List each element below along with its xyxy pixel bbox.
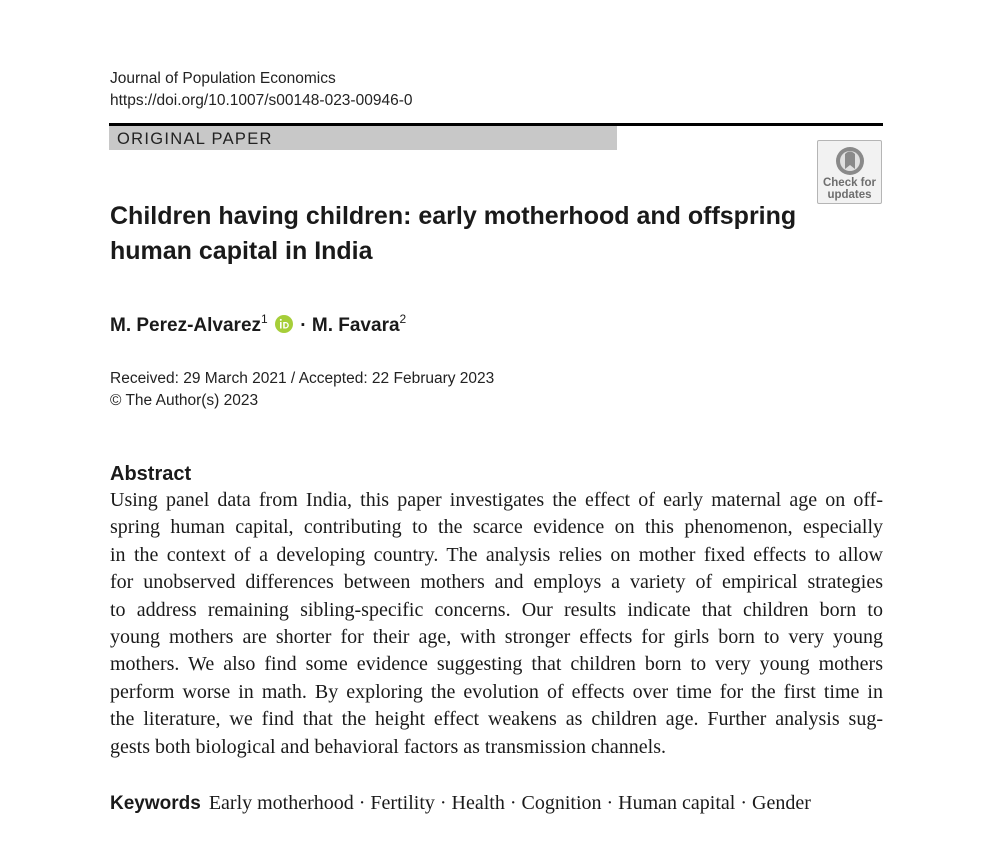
check-for-updates-icon — [834, 145, 866, 177]
copyright-line: © The Author(s) 2023 — [110, 392, 259, 409]
abstract-line: for unobserved differences between mothers and employs a variety of empirical strategies — [110, 571, 883, 594]
keywords-label: Keywords — [110, 793, 201, 814]
orcid-icon[interactable] — [275, 314, 293, 342]
keywords-list: Early motherhood · Fertility · Health · Cognition · Human capital · Gender — [208, 792, 811, 814]
journal-name: Journal of Population Economics — [110, 70, 336, 87]
abstract-line: the literature, we find that the height effect weakens as children age. Further analysis sug- — [110, 708, 883, 731]
received-accepted: Received: 29 March 2021 / Accepted: 22 February 2023 — [110, 370, 495, 387]
title-line: human capital in India — [110, 237, 373, 265]
journal-header — [110, 68, 412, 112]
check-line-2: updates — [827, 188, 872, 201]
paper-type-label: ORIGINAL PAPER — [109, 126, 617, 150]
author-separator: · — [300, 315, 307, 336]
publication-dates — [110, 368, 494, 412]
abstract-heading: Abstract — [110, 463, 192, 485]
check-for-updates-button[interactable] — [817, 140, 882, 204]
paper-title — [110, 199, 830, 269]
title-line: Children having children: early motherhood and offspring — [110, 202, 797, 230]
author-name[interactable]: M. Favara — [311, 315, 400, 336]
abstract-line: gests both biological and behavioral factors as transmission channels. — [110, 735, 666, 758]
doi-link[interactable]: https://doi.org/10.1007/s00148-023-00946-0 — [110, 92, 413, 109]
author-list — [110, 305, 406, 342]
check-line-1: Check for — [822, 177, 877, 189]
affiliation-marker: 1 — [261, 312, 268, 326]
abstract-line: perform worse in math. By exploring the evolution of effects over time for the first time in — [110, 680, 883, 703]
keywords-block — [110, 790, 883, 817]
abstract-line: spring human capital, contributing to the scarce evidence on this phenomenon, especially — [110, 516, 883, 539]
abstract-line: in the context of a developing country. The analysis relies on mother fixed effects to allow — [110, 543, 883, 566]
abstract-body — [110, 487, 883, 761]
abstract-line: Using panel data from India, this paper investigates the effect of early maternal age on off- — [110, 489, 883, 511]
abstract-line: mothers. We also find some evidence suggesting that children born to very young mothers — [110, 653, 883, 676]
abstract-line: young mothers are shorter for their age, with stronger effects for girls born to very young — [110, 626, 883, 649]
affiliation-marker: 2 — [399, 312, 407, 326]
author-name[interactable]: M. Perez-Alvarez — [110, 315, 262, 336]
abstract-line: to address remaining sibling-specific concerns. Our results indicate that children born to — [110, 598, 883, 621]
